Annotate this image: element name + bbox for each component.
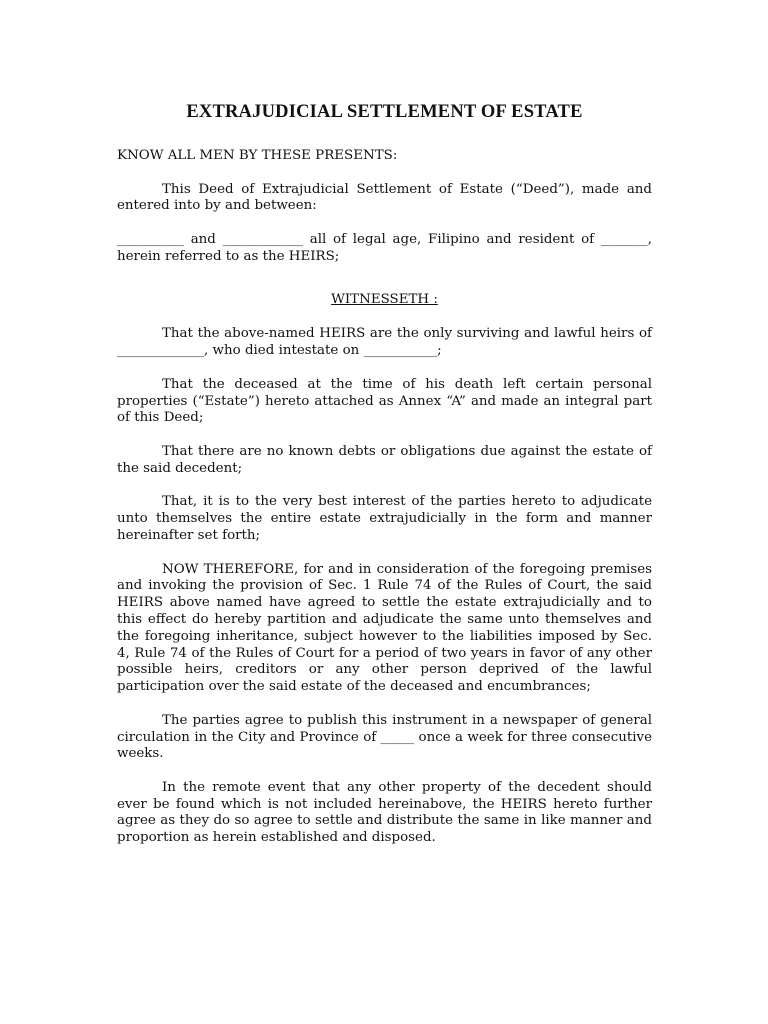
parties-paragraph: __________ and ____________ all of legal age, Filipino and resident of _______, herein referred to as the HEIRS; (117, 231, 652, 264)
clause-interest: That, it is to the very best interest of the parties hereto to adjudicate unto themselves the entire estate extrajudicially in the form and manner hereinafter set forth; (117, 494, 652, 543)
document-title: EXTRAJUDICIAL SETTLEMENT OF ESTATE (186, 102, 583, 122)
intro-paragraph: This Deed of Extrajudicial Settlement of Estate (“Deed”), made and entered into by and between: (117, 181, 652, 214)
clause-heirs: That the above-named HEIRS are the only surviving and lawful heirs of _____________, who died intestate on ___________; (117, 326, 652, 359)
clause-other-property: In the remote event that any other property of the decedent should ever be found which is not included hereinabove, the HEIRS hereto further agree as they do so agree to settle and distribute the same in like manner and proportion as herein established and disposed. (117, 779, 652, 846)
clause-debts: That there are no known debts or obligations due against the estate of the said decedent; (117, 443, 652, 476)
opening-line: KNOW ALL MEN BY THESE PRESENTS: (117, 148, 398, 163)
clause-publication: The parties agree to publish this instrument in a newspaper of general circulation in the City and Province of _____ once a week for three consecutive weeks. (117, 712, 652, 762)
witnesseth-heading: WITNESSETH : (331, 291, 438, 307)
document-page (117, 100, 652, 864)
clause-now-therefore: NOW THEREFORE, for and in consideration of the foregoing premises and invoking the provision of Sec. 1 Rule 74 of the Rules of Court, the said HEIRS above named have agreed to settle the estate extrajudicially and to this effect do hereby partition and adjudicate the same unto themselves and the foregoing inheritance, subject however to the liabilities imposed by Sec. 4, Rule 74 of the Rules of Court for a period of two years in favor of any other possible heirs, creditors or any other person deprived of the lawful participation over the said estate of the deceased and encumbrances; (117, 561, 652, 695)
clause-properties: That the deceased at the time of his death left certain personal properties (“Estate”) hereto attached as Annex “A” and made an integral part of this Deed; (117, 376, 652, 426)
